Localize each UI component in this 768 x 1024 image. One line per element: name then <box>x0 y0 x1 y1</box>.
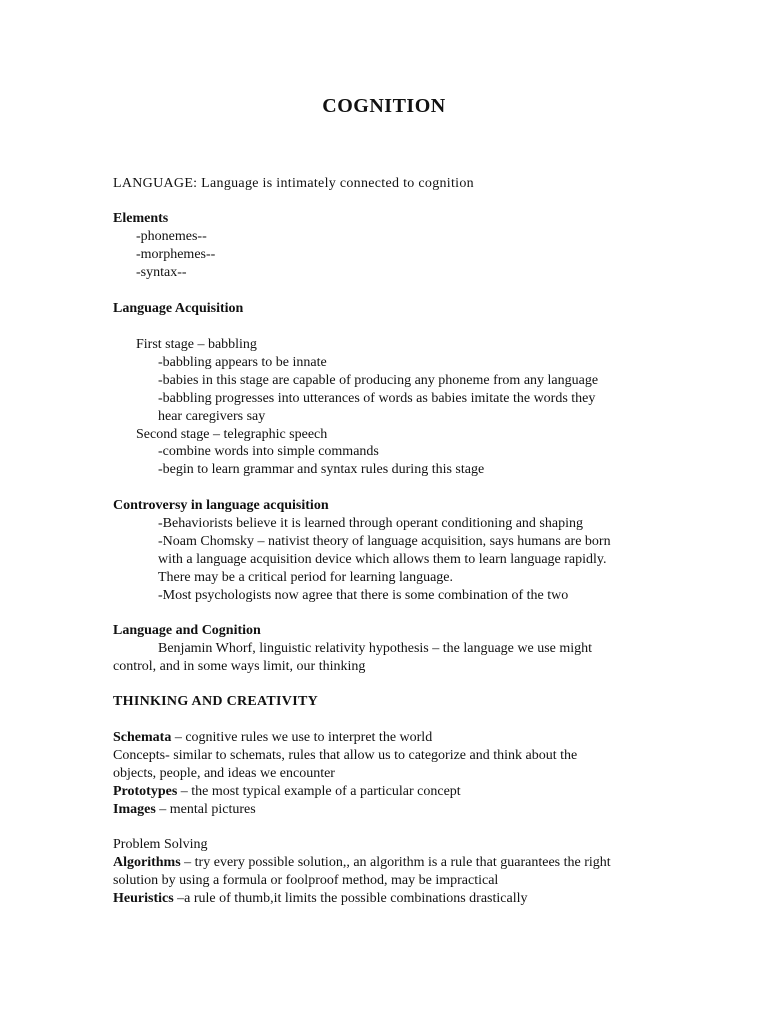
list-item: -Noam Chomsky – nativist theory of language acquisition, says humans are born <box>158 534 611 549</box>
second-stage-label: Second stage – telegraphic speech <box>136 427 328 442</box>
thinking-heading: THINKING AND CREATIVITY <box>113 694 319 709</box>
algorithms-definition: – try every possible solution,, an algorithm is a rule that guarantees the right <box>180 855 611 870</box>
list-item: hear caregivers say <box>158 409 266 424</box>
list-item: -begin to learn grammar and syntax rules during this stage <box>158 462 485 477</box>
schemata-term: Schemata <box>113 730 172 745</box>
language-intro-text: Language is intimately connected to cognition <box>197 176 474 191</box>
controversy-heading: Controversy in language acquisition <box>113 498 329 513</box>
problem-solving-heading: Problem Solving <box>113 837 208 852</box>
images-line <box>113 801 256 819</box>
list-item: -phonemes-- <box>136 229 207 244</box>
prototypes-definition: – the most typical example of a particular concept <box>177 784 461 799</box>
elements-heading: Elements <box>113 211 169 226</box>
language-intro <box>113 175 474 193</box>
list-item: -morphemes-- <box>136 247 216 262</box>
language-cognition-heading: Language and Cognition <box>113 623 261 638</box>
images-term: Images <box>113 802 156 817</box>
list-item: -Behaviorists believe it is learned through operant conditioning and shaping <box>158 516 583 531</box>
acquisition-heading: Language Acquisition <box>113 301 244 316</box>
language-label: LANGUAGE: <box>113 176 198 191</box>
prototypes-line <box>113 783 461 801</box>
first-stage-label: First stage – babbling <box>136 337 257 352</box>
list-item: -babbling progresses into utterances of words as babies imitate the words they <box>158 391 596 406</box>
algorithms-line-2: solution by using a formula or foolproof method, may be impractical <box>113 873 499 888</box>
paragraph-line: control, and in some ways limit, our thinking <box>113 659 366 674</box>
list-item: -babies in this stage are capable of producing any phoneme from any language <box>158 373 599 388</box>
list-item: -babbling appears to be innate <box>158 355 327 370</box>
concepts-line: Concepts- similar to schemats, rules that allow us to categorize and think about the <box>113 748 578 763</box>
images-definition: – mental pictures <box>155 802 256 817</box>
list-item: -Most psychologists now agree that there is some combination of the two <box>158 588 569 603</box>
list-item: -combine words into simple commands <box>158 444 379 459</box>
page-title: COGNITION <box>322 95 446 117</box>
paragraph-line: Benjamin Whorf, linguistic relativity hypothesis – the language we use might <box>158 641 593 656</box>
prototypes-term: Prototypes <box>113 784 178 799</box>
list-item: -syntax-- <box>136 265 187 280</box>
schemata-line <box>113 729 432 747</box>
concepts-line: objects, people, and ideas we encounter <box>113 766 335 781</box>
schemata-definition: – cognitive rules we use to interpret the world <box>171 730 433 745</box>
heuristics-definition: –a rule of thumb,it limits the possible combinations drastically <box>173 891 528 906</box>
heuristics-line <box>113 890 528 908</box>
heuristics-term: Heuristics <box>113 891 174 906</box>
algorithms-term: Algorithms <box>113 855 181 870</box>
list-item: with a language acquisition device which allows them to learn language rapidly. <box>158 552 607 567</box>
list-item: There may be a critical period for learning language. <box>158 570 454 585</box>
algorithms-line <box>113 854 611 872</box>
